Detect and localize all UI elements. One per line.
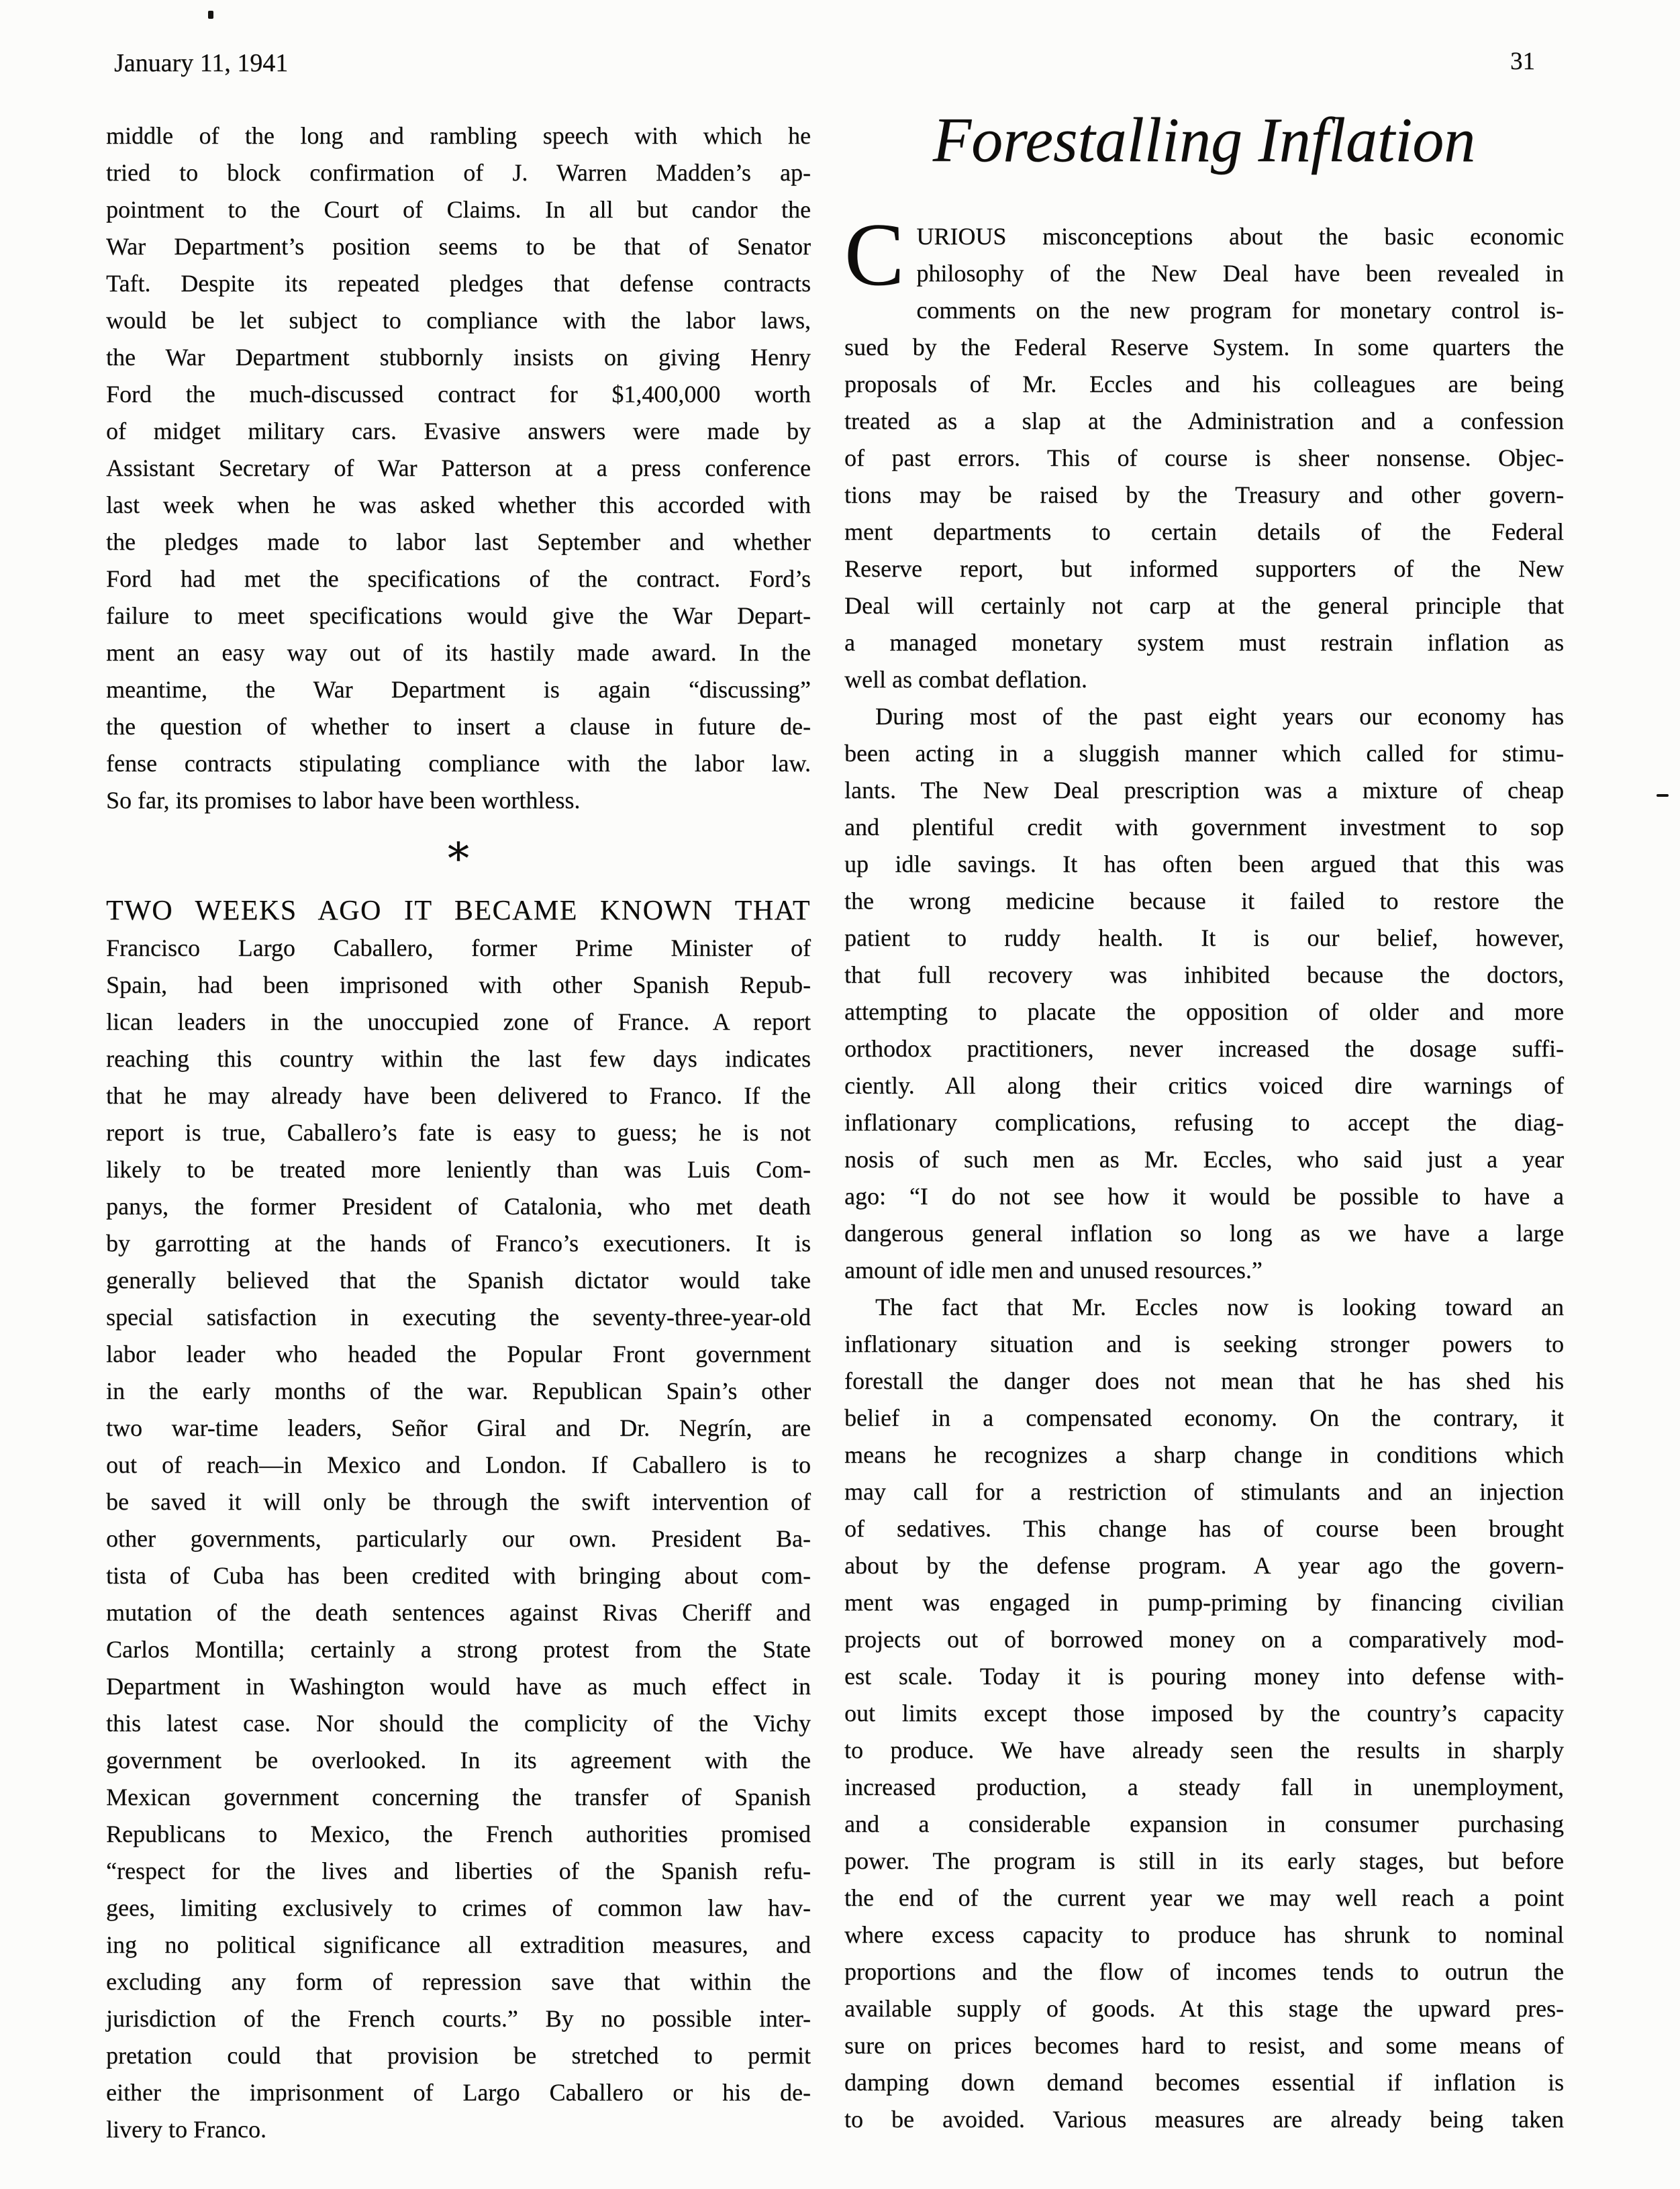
text-line: the War Department stubbornly insists on giving Henry — [106, 344, 811, 371]
text-line: the question of whether to insert a clause in future de- — [106, 713, 811, 740]
text-line: dangerous general inflation so long as we have a large — [844, 1220, 1564, 1247]
text-line: the pledges made to labor last September and whether — [106, 528, 811, 555]
text-line: Ford the much-discussed contract for $1,400,000 worth — [106, 381, 811, 407]
text-line: pretation could that provision be stretched to permit — [106, 2042, 811, 2069]
text-line: proportions and the flow of incomes tends to outrun the — [844, 1958, 1564, 1985]
text-line: orthodox practitioners, never increased the dosage suffi- — [844, 1035, 1564, 1062]
text-line: panys, the former President of Catalonia, who met death — [106, 1193, 811, 1220]
text-line: to be avoided. Various measures are already being taken — [844, 2106, 1564, 2133]
text-line: Ford had met the specifications of the contract. Ford’s — [106, 565, 811, 592]
text-line: may call for a restriction of stimulants and an injection — [844, 1478, 1564, 1505]
text-line: tried to block confirmation of J. Warren Madden’s ap- — [106, 159, 811, 186]
text-line: be saved it will only be through the swift intervention of — [106, 1488, 811, 1515]
article-paragraphs — [844, 205, 1564, 2138]
text-line: about by the defense program. A year ago the govern- — [844, 1552, 1564, 1579]
text-line: in the early months of the war. Republican Spain’s other — [106, 1377, 811, 1404]
text-line: labor leader who headed the Popular Front government — [106, 1341, 811, 1367]
text-line: of past errors. This of course is sheer nonsense. Objec- — [844, 444, 1564, 471]
text-line: this latest case. Nor should the complicity of the Vichy — [106, 1710, 811, 1737]
text-line: last week when he was asked whether this accorded with — [106, 491, 811, 518]
article-headline: Forestalling Inflation — [932, 105, 1476, 175]
text-line: meantime, the War Department is again “discussing” — [106, 676, 811, 703]
text-line: Deal will certainly not carp at the general principle that — [844, 592, 1564, 619]
text-line: War Department’s position seems to be that of Senator — [106, 233, 811, 260]
text-line: other governments, particularly our own. President Ba- — [106, 1525, 811, 1552]
text-line: the end of the current year we may well reach a point — [844, 1884, 1564, 1911]
text-line: lican leaders in the unoccupied zone of France. A report — [106, 1008, 811, 1035]
text-line: Carlos Montilla; certainly a strong protest from the State — [106, 1636, 811, 1663]
text-line: government be overlooked. In its agreement with the — [106, 1747, 811, 1773]
left-column-bottom-section — [106, 893, 811, 2148]
text-line: either the imprisonment of Largo Caballero or his de- — [106, 2079, 811, 2106]
text-line: forestall the danger does not mean that he has shed his — [844, 1367, 1564, 1394]
text-line: inflationary complications, refusing to accept the diag- — [844, 1109, 1564, 1136]
text-line: ment departments to certain details of the Federal — [844, 518, 1564, 545]
text-line: tions may be raised by the Treasury and other govern- — [844, 481, 1564, 508]
text-line: URIOUS misconceptions about the basic economic — [916, 223, 1564, 250]
text-line: where excess capacity to produce has shrunk to nominal — [844, 1921, 1564, 1948]
text-line: lants. The New Deal prescription was a mixture of cheap — [844, 777, 1564, 804]
text-line: failure to meet specifications would give the War Depart- — [106, 602, 811, 629]
text-line: well as combat deflation. — [844, 666, 1087, 693]
text-line: ment was engaged in pump-priming by financing civilian — [844, 1589, 1564, 1616]
section-separator-star: ∗ — [444, 826, 473, 874]
text-line: belief in a compensated economy. On the contrary, it — [844, 1404, 1564, 1431]
text-line: out limits except those imposed by the country’s capacity — [844, 1700, 1564, 1726]
text-line: treated as a slap at the Administration and a confession — [844, 407, 1564, 434]
paragraph — [844, 205, 1564, 698]
text-line: So far, its promises to labor have been worthless. — [106, 787, 581, 814]
text-line: “respect for the lives and liberties of the Spanish refu- — [106, 1857, 811, 1884]
text-line: patient to ruddy health. It is our belief, however, — [844, 924, 1564, 951]
text-line: inflationary situation and is seeking stronger powers to — [844, 1330, 1564, 1357]
text-line: generally believed that the Spanish dictator would take — [106, 1267, 811, 1294]
text-line: by garrotting at the hands of Franco’s executioners. It is — [106, 1230, 811, 1257]
text-line: proposals of Mr. Eccles and his colleagues are being — [844, 371, 1564, 397]
text-line: Taft. Despite its repeated pledges that defense contracts — [106, 270, 811, 297]
text-line: the wrong medicine because it failed to restore the — [844, 887, 1564, 914]
text-line: projects out of borrowed money on a comparatively mod- — [844, 1626, 1564, 1653]
text-line: comments on the new program for monetary control is- — [916, 297, 1564, 324]
text-line: Mexican government concerning the transfer of Spanish — [106, 1784, 811, 1810]
text-line: est scale. Today it is pouring money into defense with- — [844, 1663, 1564, 1690]
text-line: sure on prices becomes hard to resist, and some means of — [844, 2032, 1564, 2059]
text-line: reaching this country within the last few days indicates — [106, 1045, 811, 1072]
drop-cap: C — [844, 205, 905, 304]
text-line: of sedatives. This change has of course been brought — [844, 1515, 1564, 1542]
text-line: special satisfaction in executing the seventy-three-year-old — [106, 1304, 811, 1330]
text-line: nosis of such men as Mr. Eccles, who said just a year — [844, 1146, 1564, 1173]
text-line: jurisdiction of the French courts.” By no possible inter- — [106, 2005, 811, 2032]
text-line: ment an easy way out of its hastily made award. In the — [106, 639, 811, 666]
text-line: been acting in a sluggish manner which called for stimu- — [844, 740, 1564, 767]
text-line: Department in Washington would have as much effect in — [106, 1673, 811, 1700]
issue-date: January 11, 1941 — [114, 49, 289, 77]
text-line: means he recognizes a sharp change in conditions which — [844, 1441, 1564, 1468]
article-body — [844, 205, 1564, 2138]
text-line: Reserve report, but informed supporters of the New — [844, 555, 1564, 582]
text-line: and a considerable expansion in consumer purchasing — [844, 1810, 1564, 1837]
text-line: philosophy of the New Deal have been revealed in — [916, 260, 1564, 287]
text-line: that full recovery was inhibited because the doctors, — [844, 961, 1564, 988]
paragraph — [844, 698, 1564, 1289]
text-line: and plentiful credit with government investment to sop — [844, 814, 1564, 840]
text-line: Spain, had been imprisoned with other Spanish Repub- — [106, 971, 811, 998]
paragraph — [106, 893, 811, 2148]
text-line: that he may already have been delivered to Franco. If the — [106, 1082, 811, 1109]
text-line: amount of idle men and unused resources.” — [844, 1257, 1263, 1283]
text-line: power. The program is still in its early stages, but before — [844, 1847, 1564, 1874]
text-line: would be let subject to compliance with the labor laws, — [106, 307, 811, 334]
text-line: tista of Cuba has been credited with bringing about com- — [106, 1562, 811, 1589]
text-line: up idle savings. It has often been argued that this was — [844, 850, 1564, 877]
text-line: livery to Franco. — [106, 2116, 266, 2143]
text-line: out of reach—in Mexico and London. If Caballero is to — [106, 1451, 811, 1478]
text-line: fense contracts stipulating compliance with the labor law. — [106, 750, 811, 777]
text-line: increased production, a steady fall in unemployment, — [844, 1773, 1564, 1800]
left-column-top-section — [106, 117, 811, 819]
text-line: Republicans to Mexico, the French authorities promised — [106, 1820, 811, 1847]
text-line: middle of the long and rambling speech with which he — [106, 122, 811, 149]
text-line: ago: “I do not see how it would be possible to have a — [844, 1183, 1564, 1210]
text-line: The fact that Mr. Eccles now is looking toward an — [875, 1294, 1564, 1320]
text-line: attempting to placate the opposition of older and more — [844, 998, 1564, 1025]
text-line: a managed monetary system must restrain inflation as — [844, 629, 1564, 656]
text-line: ing no political significance all extradition measures, and — [106, 1931, 811, 1958]
text-line: of midget military cars. Evasive answers were made by — [106, 418, 811, 444]
text-line: likely to be treated more leniently than was Luis Com- — [106, 1156, 811, 1183]
scan-artifact — [1657, 794, 1669, 797]
text-line: During most of the past eight years our economy has — [875, 703, 1564, 730]
text-line: available supply of goods. At this stage the upward pres- — [844, 1995, 1564, 2022]
left-column — [106, 117, 811, 2148]
paragraph — [844, 1289, 1564, 2138]
text-line: to produce. We have already seen the results in sharply — [844, 1737, 1564, 1763]
text-line: sued by the Federal Reserve System. In some quarters the — [844, 334, 1564, 360]
text-line: Assistant Secretary of War Patterson at a press conference — [106, 454, 811, 481]
text-line: TWO WEEKS AGO IT BECAME KNOWN THAT — [106, 895, 811, 926]
right-column — [844, 0, 1564, 2189]
text-line: gees, limiting exclusively to crimes of common law hav- — [106, 1894, 811, 1921]
page-number: 31 — [1510, 48, 1535, 75]
paragraph — [106, 117, 811, 819]
scan-artifact — [208, 11, 213, 19]
text-line: report is true, Caballero’s fate is easy to guess; he is not — [106, 1119, 811, 1146]
text-line: pointment to the Court of Claims. In all but candor the — [106, 196, 811, 223]
text-line: two war-time leaders, Señor Giral and Dr. Negrín, are — [106, 1414, 811, 1441]
text-line: excluding any form of repression save that within the — [106, 1968, 811, 1995]
text-line: damping down demand becomes essential if inflation is — [844, 2069, 1564, 2096]
text-line: mutation of the death sentences against Rivas Cheriff and — [106, 1599, 811, 1626]
text-line: Francisco Largo Caballero, former Prime Minister of — [106, 934, 811, 961]
text-line: ciently. All along their critics voiced dire warnings of — [844, 1072, 1564, 1099]
